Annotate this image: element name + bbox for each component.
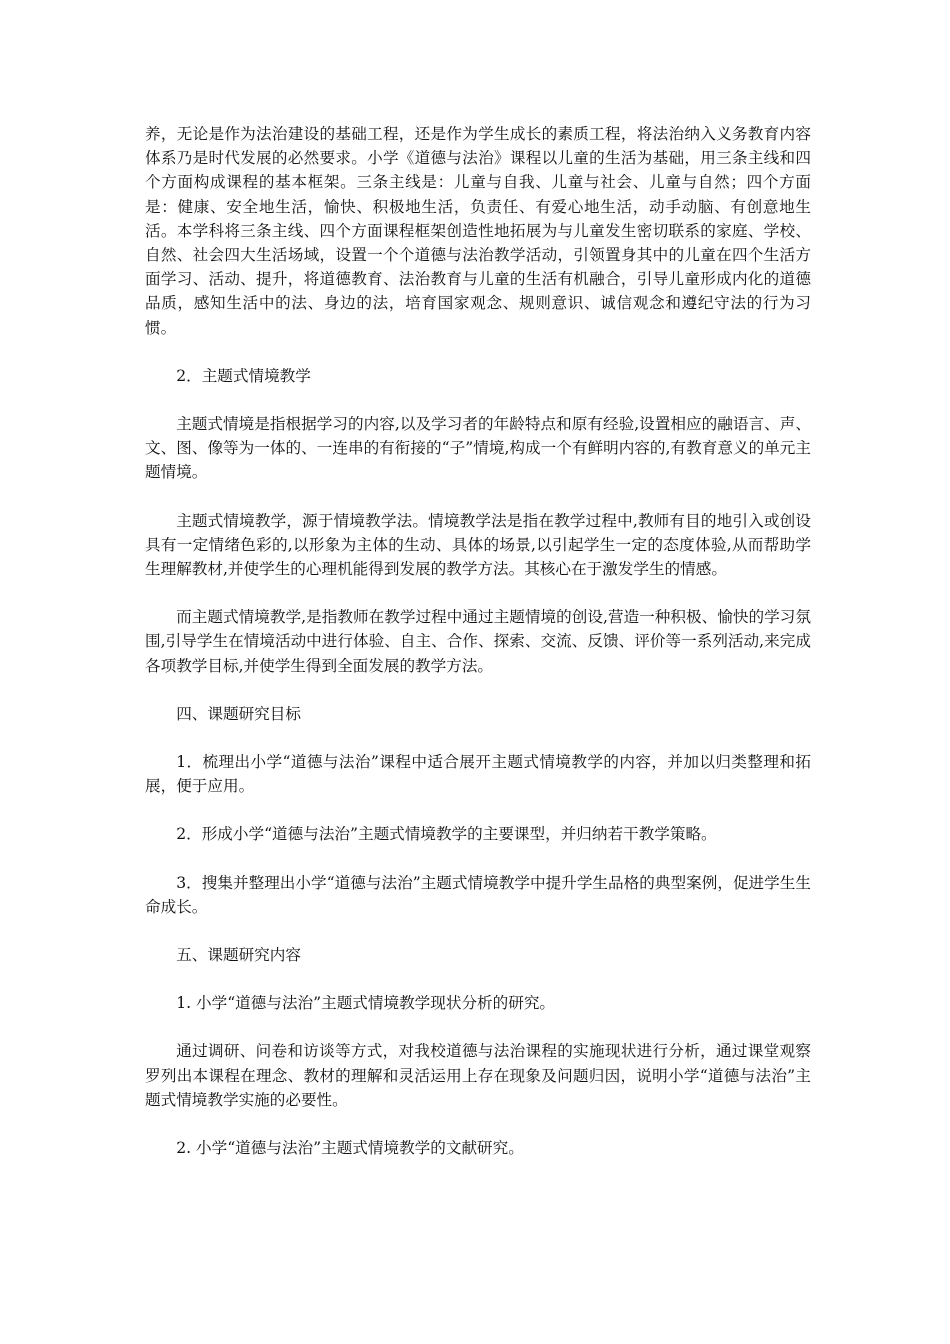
- document-body: [145, 122, 811, 1184]
- paragraph-content-1: 1. 小学“道德与法治”主题式情境教学现状分析的研究。: [176, 994, 556, 1013]
- section-heading-theme-situational-teaching: 2．主题式情境教学: [176, 366, 311, 385]
- paragraph-definition: 主题式情境是指根据学习的内容,以及学习者的年龄特点和原有经验,设置相应的融语言、声、文、图、像等为一体的、一连串的有衔接的“子”情境,构成一个有鲜明内容的,有教育意义的单元主题情境。: [145, 415, 811, 482]
- section-heading-research-goals: 四、课题研究目标: [176, 704, 301, 723]
- paragraph-origin: 主题式情境教学，源于情境教学法。情境教学法是指在教学过程中,教师有目的地引入或创设具有一定情绪色彩的,以形象为主体的生动、具体的场景,以引起学生一定的态度体验,从而帮助学生理解教材,并使学生的心理机能得到发展的教学方法。其核心在于激发学生的情感。: [145, 511, 811, 579]
- paragraph-goal-1: 1．梳理出小学“道德与法治”课程中适合展开主题式情境教学的内容，并加以归类整理和拓展，便于应用。: [145, 753, 811, 796]
- paragraph-content-2: 2. 小学“道德与法治”主题式情境教学的文献研究。: [176, 1139, 524, 1158]
- paragraph-content-1-detail: 通过调研、问卷和访谈等方式，对我校道德与法治课程的实施现状进行分析，通过课堂观察罗列出本课程在理念、教材的理解和灵活运用上存在现象及问题归因，说明小学“道德与法治”主题式情境教学实施的必要性。: [145, 1042, 811, 1109]
- paragraph-goal-3: 3．搜集并整理出小学“道德与法治”主题式情境教学中提升学生品格的典型案例，促进学生生命成长。: [145, 873, 811, 916]
- paragraph-intro-continued: 养，无论是作为法治建设的基础工程，还是作为学生成长的素质工程，将法治纳入义务教育内容体系乃是时代发展的必然要求。小学《道德与法治》课程以儿童的生活为基础，用三条主线和四个方面构成课程的基本框架。三条主线是：儿童与自我、儿童与社会、儿童与自然；四个方面是：健康、安全地生活，愉快、积极地生活，负责任、有爱心地生活，动手动脑、有创意地生活。本学科将三条主线、四个方面课程框架创造性地拓展为与儿童发生密切联系的家庭、学校、自然、社会四大生活场域，设置一个个道德与法治教学活动，引领置身其中的儿童在四个生活方面学习、活动、提升，将道德教育、法治教育与儿童的生活有机融合，引导儿童形成内化的道德品质，感知生活中的法、身边的法，培育国家观念、规则意识、诚信观念和遵纪守法的行为习惯。: [145, 125, 811, 337]
- section-heading-research-content: 五、课题研究内容: [176, 946, 301, 965]
- paragraph-goal-2: 2．形成小学“道德与法治”主题式情境教学的主要课型，并归纳若干教学策略。: [176, 825, 717, 844]
- paragraph-meaning: 而主题式情境教学,是指教师在教学过程中通过主题情境的创设,营造一种积极、愉快的学习氛围,引导学生在情境活动中进行体验、自主、合作、探索、交流、反馈、评价等一系列活动,来完成各项教学目标,并使学生得到全面发展的教学方法。: [145, 608, 811, 675]
